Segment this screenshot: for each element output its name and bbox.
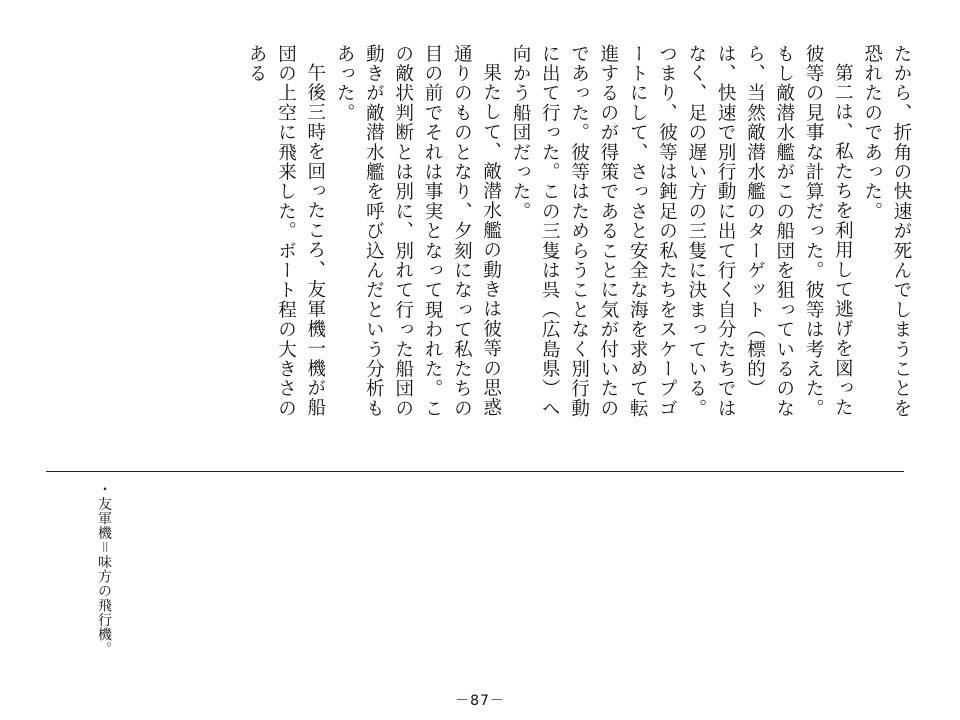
paragraph-1: たから、折角の快速が死んでしまうことを恐れたのであった。 bbox=[861, 44, 912, 419]
paragraph-3: 果たして、敵潜水艦の動きは彼等の思惑通りのものとなり、夕刻になって私たちの目の前でそれは事実となって現われた。この敵状判断とは別に、別れて行った船団の動きが敵潜水艦を呼び込んだという分析もあった。 bbox=[334, 44, 502, 419]
footnote-divider bbox=[46, 471, 904, 472]
paragraph-4: 午後三時を回ったころ、友軍機一機が船団の上空に飛来した。ボート程の大きさのある bbox=[246, 44, 326, 419]
page-number: －87－ bbox=[455, 693, 505, 709]
footnote: ・友軍機＝味方の飛行機。 bbox=[96, 482, 112, 656]
body-text bbox=[36, 44, 916, 429]
paragraph-2: 第二は、私たちを利用して逃げを図った彼等の見事な計算だった。彼等は考えた。もし敵潜水艦がこの船団を狙っているのなら、当然敵潜水艦のターゲット（標的）は、快速で別行動に出て行く自分たちではなく、足の遅い方の三隻に決まっている。つまり、彼等は鈍足の私たちをスケープゴートにして、さっさと安全な海を求めて転進するのが得策であることに気が付いたのであった。彼等はためらうことなく別行動に出て行った。この三隻は呉（広島県）へ向かう船団だった。 bbox=[509, 44, 854, 419]
